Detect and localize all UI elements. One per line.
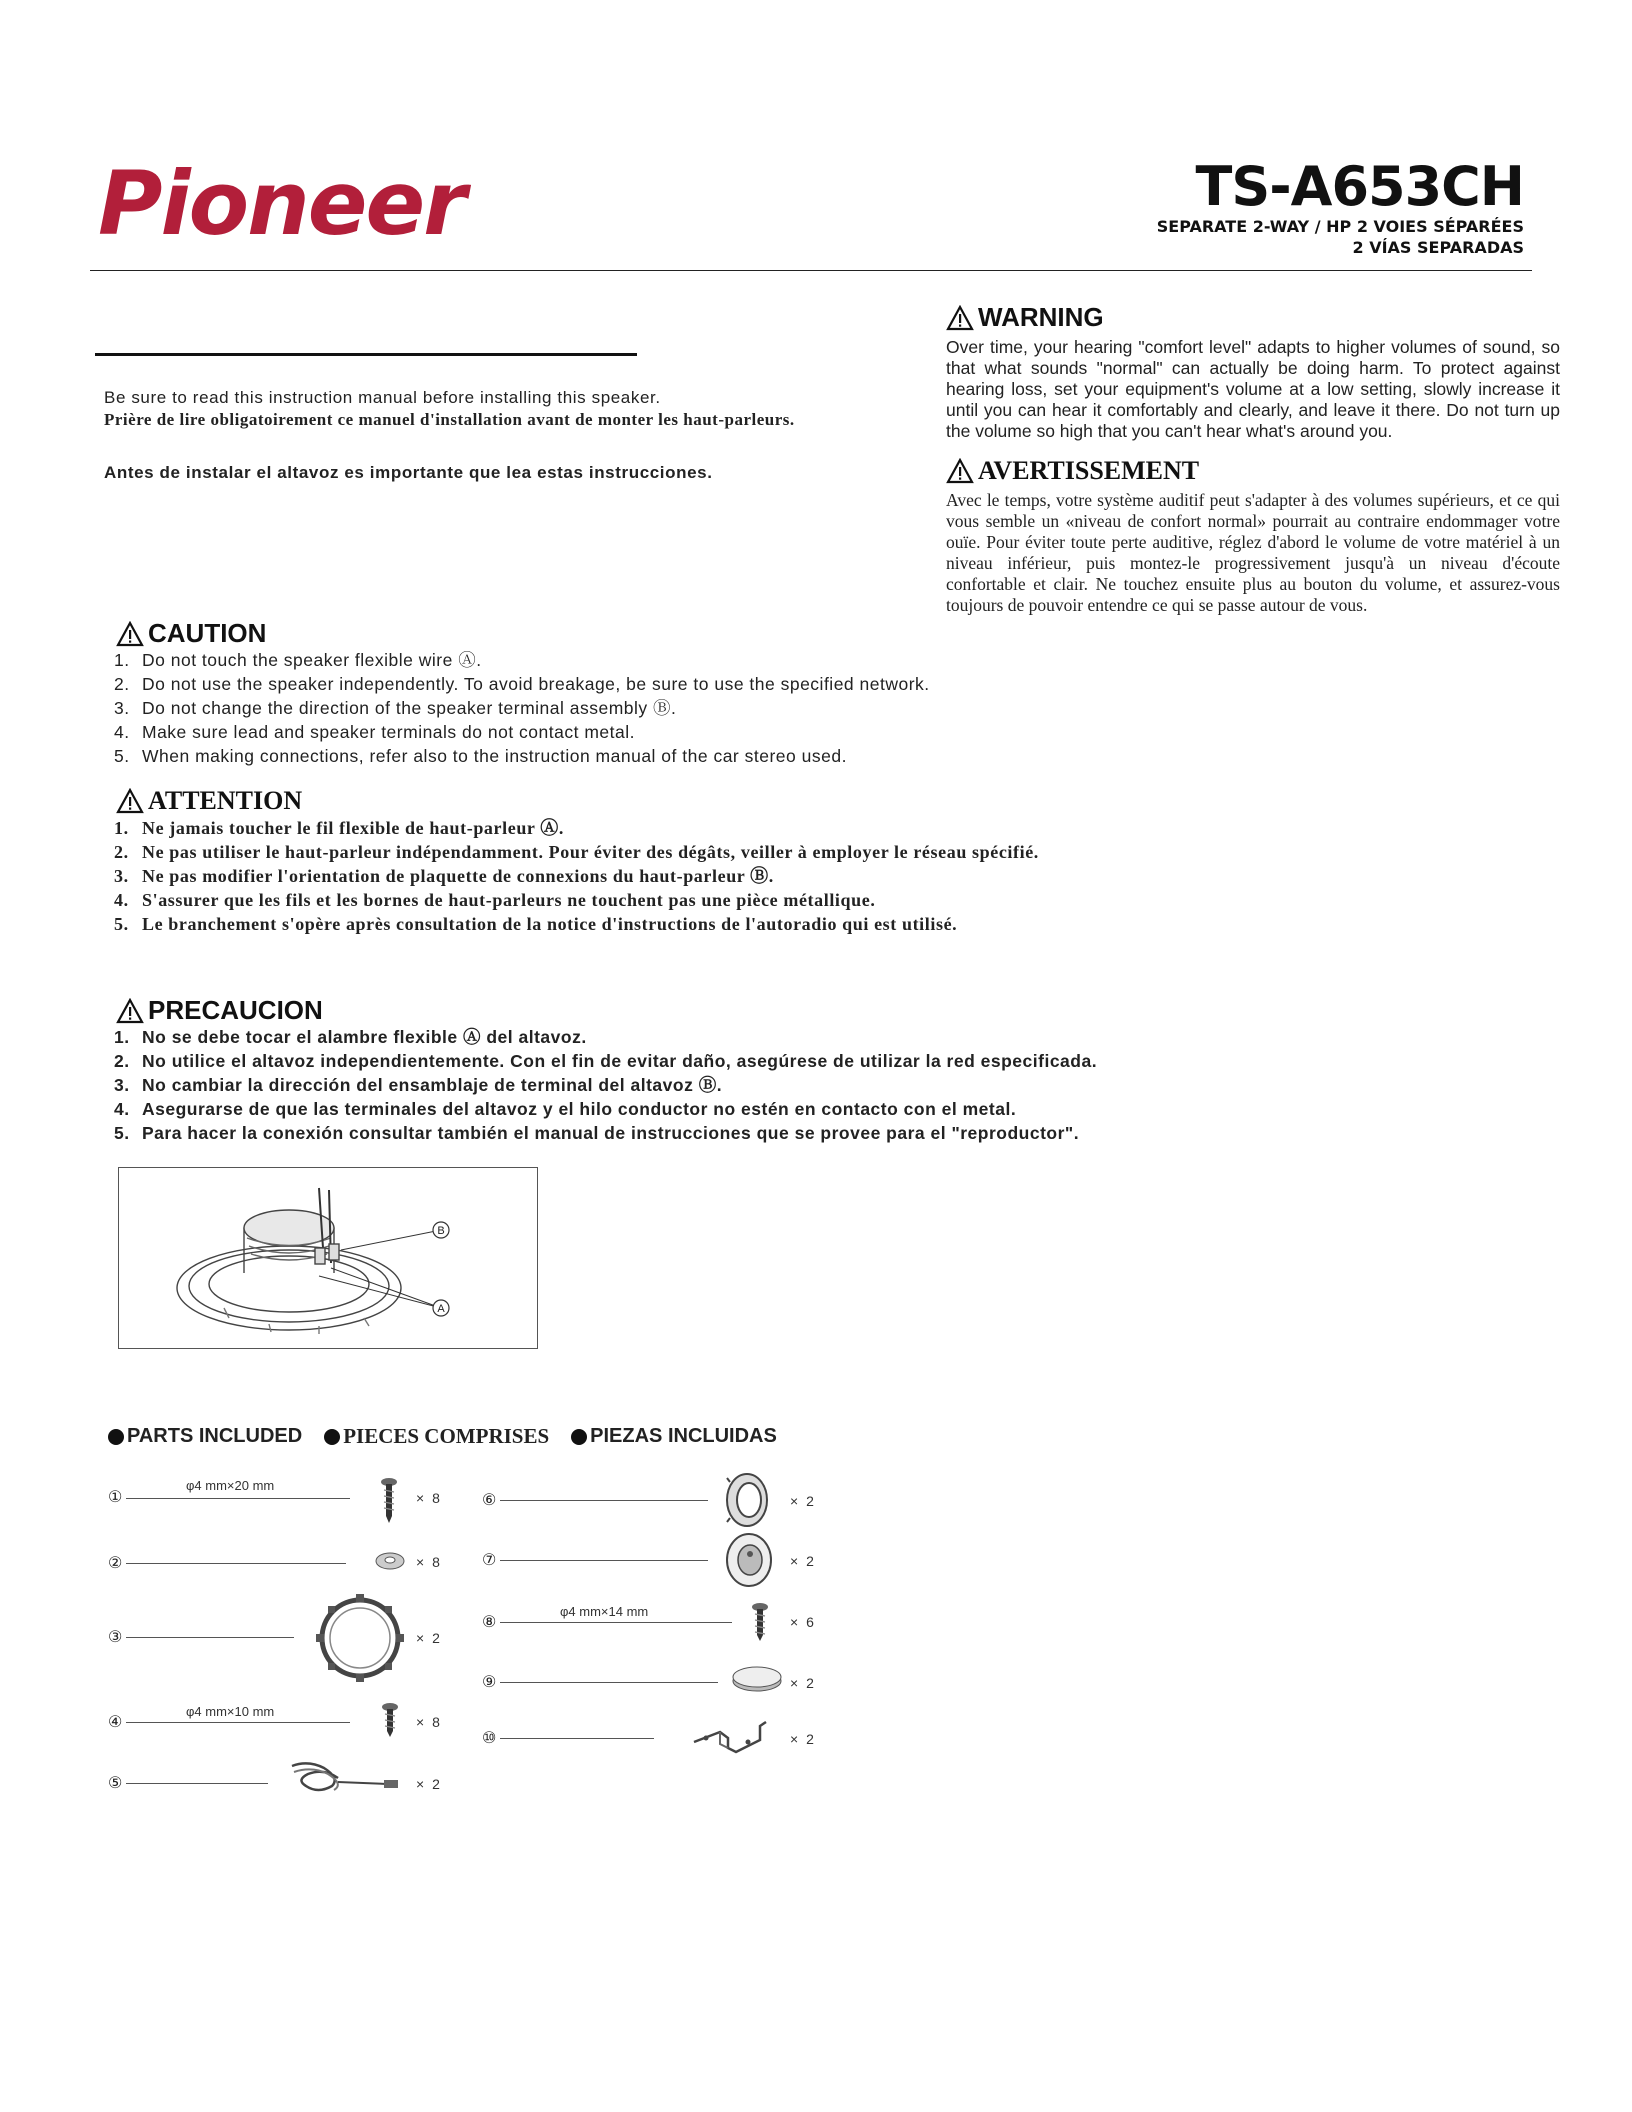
list-item: 5. Para hacer la conexión consultar también el manual de instrucciones que se provee para el "reproductor". [114, 1123, 1080, 1143]
leader-line [500, 1682, 718, 1683]
warning-triangle-icon [116, 998, 144, 1024]
bullet-icon [324, 1429, 340, 1445]
part-dimension: φ4 mm×14 mm [560, 1604, 649, 1619]
avertissement-heading [946, 456, 1199, 486]
attention-heading [116, 786, 302, 816]
warning-title: WARNING [978, 302, 1104, 332]
part-quantity: × 8 [416, 1490, 442, 1506]
parts-heading-es: PIEZAS INCLUIDAS [571, 1424, 777, 1449]
callout-b [341, 1222, 449, 1250]
part-number: ④ [108, 1714, 123, 1731]
cushion-pad-icon [730, 1664, 784, 1694]
screw-icon [378, 1476, 400, 1524]
parts-heading-en: PARTS INCLUDED [108, 1424, 302, 1449]
part-quantity: × 2 [416, 1776, 442, 1792]
leader-line [126, 1563, 346, 1564]
part-number: ⑧ [482, 1614, 497, 1631]
list-item: 3. Ne pas modifier l'orientation de plaquette de connexions du haut-parleur Ⓑ. [114, 866, 774, 886]
part-quantity: × 2 [790, 1675, 816, 1691]
list-item: 2. Do not use the speaker independently. To avoid breakage, be sure to use the specified network. [114, 674, 930, 694]
part-quantity: × 2 [790, 1731, 816, 1747]
pioneer-logo [98, 158, 540, 250]
part-quantity: × 8 [416, 1714, 442, 1730]
callout-b-label: B [437, 1225, 445, 1237]
warning-text: Over time, your hearing "comfort level" adapts to higher volumes of sound, so that what sounds "normal" can actually be doing harm. To protect against hearing loss, set your equipment's volume at a low setting, slowly increase it until you can hear it comfortably and clearly, and leave it there. Do not turn up the volume so high that you can't hear what's around you. [946, 337, 1560, 441]
tweeter-screw-icon [750, 1602, 770, 1642]
precaucion-title: PRECAUCION [148, 995, 323, 1025]
leader-line [126, 1498, 350, 1499]
short-screw-icon [380, 1702, 400, 1738]
parts-heading [108, 1424, 777, 1449]
list-item: 4. Make sure lead and speaker terminals do not contact metal. [114, 722, 635, 742]
list-item: 2. Ne pas utiliser le haut-parleur indépendamment. Pour éviter des dégâts, veiller à employer le réseau spécifié. [114, 842, 1039, 862]
model-subtitle-1: SEPARATE 2-WAY / HP 2 VOIES SÉPARÉES [1156, 217, 1524, 236]
list-item: 1. Ne jamais toucher le fil flexible de haut-parleur Ⓐ. [114, 818, 564, 838]
brand-wordmark: Pioneer [98, 158, 465, 250]
warning-triangle-icon [116, 788, 144, 814]
model-block [1156, 155, 1524, 258]
tweeter-mount-icon [724, 1532, 774, 1588]
part-quantity: × 8 [416, 1554, 442, 1570]
bullet-icon [108, 1429, 124, 1445]
part-quantity: × 2 [790, 1493, 816, 1509]
speaker-illustration [177, 1188, 401, 1334]
intro-divider [95, 353, 637, 356]
warning-triangle-icon [946, 305, 974, 331]
part-dimension: φ4 mm×10 mm [186, 1704, 275, 1719]
wire-harness-icon [288, 1756, 406, 1798]
leader-line [126, 1783, 268, 1784]
tweeter-cup-icon [724, 1472, 770, 1528]
intro-es: Antes de instalar el altavoz es importante que lea estas instrucciones. [104, 463, 713, 482]
model-subtitle-2: 2 VÍAS SEPARADAS [1352, 238, 1524, 257]
intro-fr: Prière de lire obligatoirement ce manuel d'installation avant de monter les haut-parleurs. [104, 410, 795, 429]
list-item: 1. Do not touch the speaker flexible wire Ⓐ. [114, 650, 482, 670]
list-item: 4. Asegurarse de que las terminales del altavoz y el hilo conductor no estén en contacto con el metal. [114, 1099, 1017, 1119]
part-dimension: φ4 mm×20 mm [186, 1478, 275, 1493]
bracket-icon [690, 1712, 770, 1756]
caution-title: CAUTION [148, 618, 267, 648]
part-number: ① [108, 1489, 123, 1506]
part-number: ⑥ [482, 1492, 497, 1509]
callout-a-label: A [437, 1303, 445, 1315]
list-item: 5. Le branchement s'opère après consultation de la notice d'instructions de l'autoradio qui est utilisé. [114, 914, 958, 934]
bullet-icon [571, 1429, 587, 1445]
part-quantity: × 6 [790, 1614, 816, 1630]
warning-heading [946, 302, 1104, 333]
part-number: ② [108, 1555, 123, 1572]
leader-line [500, 1500, 708, 1501]
washer-icon [374, 1550, 406, 1572]
part-number: ⑩ [482, 1730, 497, 1747]
avertissement-title: AVERTISSEMENT [978, 456, 1200, 485]
list-item: 5. When making connections, refer also to the instruction manual of the car stereo used. [114, 746, 847, 766]
part-quantity: × 2 [416, 1630, 442, 1646]
list-item: 4. S'assurer que les fils et les bornes de haut-parleurs ne touchent pas une pièce métallique. [114, 890, 876, 910]
part-number: ⑦ [482, 1552, 497, 1569]
attention-title: ATTENTION [148, 786, 303, 815]
leader-line [500, 1560, 708, 1561]
precaucion-heading [116, 995, 323, 1026]
warning-triangle-icon [946, 458, 974, 484]
attention-list [114, 816, 1144, 936]
intro-en: Be sure to read this instruction manual before installing this speaker. [104, 388, 661, 407]
list-item: 3. No cambiar la dirección del ensamblaje de terminal del altavoz Ⓑ. [114, 1075, 723, 1095]
list-item: 1. No se debe tocar el alambre flexible Ⓐ del altavoz. [114, 1027, 587, 1047]
precaucion-list [114, 1025, 1214, 1145]
header-divider [90, 270, 1532, 271]
leader-line [126, 1722, 350, 1723]
mounting-ring-icon [314, 1592, 406, 1684]
leader-line [500, 1738, 654, 1739]
part-quantity: × 2 [790, 1553, 816, 1569]
model-title: TS-A653CH [1195, 155, 1524, 218]
part-number: ③ [108, 1629, 123, 1646]
part-number: ⑨ [482, 1674, 497, 1691]
list-item: 2. No utilice el altavoz independientemente. Con el fin de evitar daño, asegúrese de utilizar la red especificada. [114, 1051, 1098, 1071]
warning-triangle-icon [116, 621, 144, 647]
avertissement-text: Avec le temps, votre système auditif peut s'adapter à des volumes supérieurs, et ce qui vous semble un «niveau de confort normal» pourrait au contraire endommager votre ouïe. Pour éviter toute perte auditive, réglez d'abord le volume de votre matériel à un niveau inférieur, puis montez-le progressivement jusqu'à un niveau d'écoute confortable et clair. Ne touchez ensuite plus au bouton du volume, et assurez-vous toujours de pouvoir entendre ce qui se passe autour de vous. [946, 490, 1560, 615]
list-item: 3. Do not change the direction of the speaker terminal assembly Ⓑ. [114, 698, 677, 718]
parts-heading-fr: PIECES COMPRISES [324, 1424, 549, 1449]
part-number: ⑤ [108, 1775, 123, 1792]
leader-line [500, 1622, 732, 1623]
caution-heading [116, 618, 266, 649]
caution-list [114, 648, 1074, 768]
speaker-diagram [118, 1167, 538, 1349]
leader-line [126, 1637, 294, 1638]
